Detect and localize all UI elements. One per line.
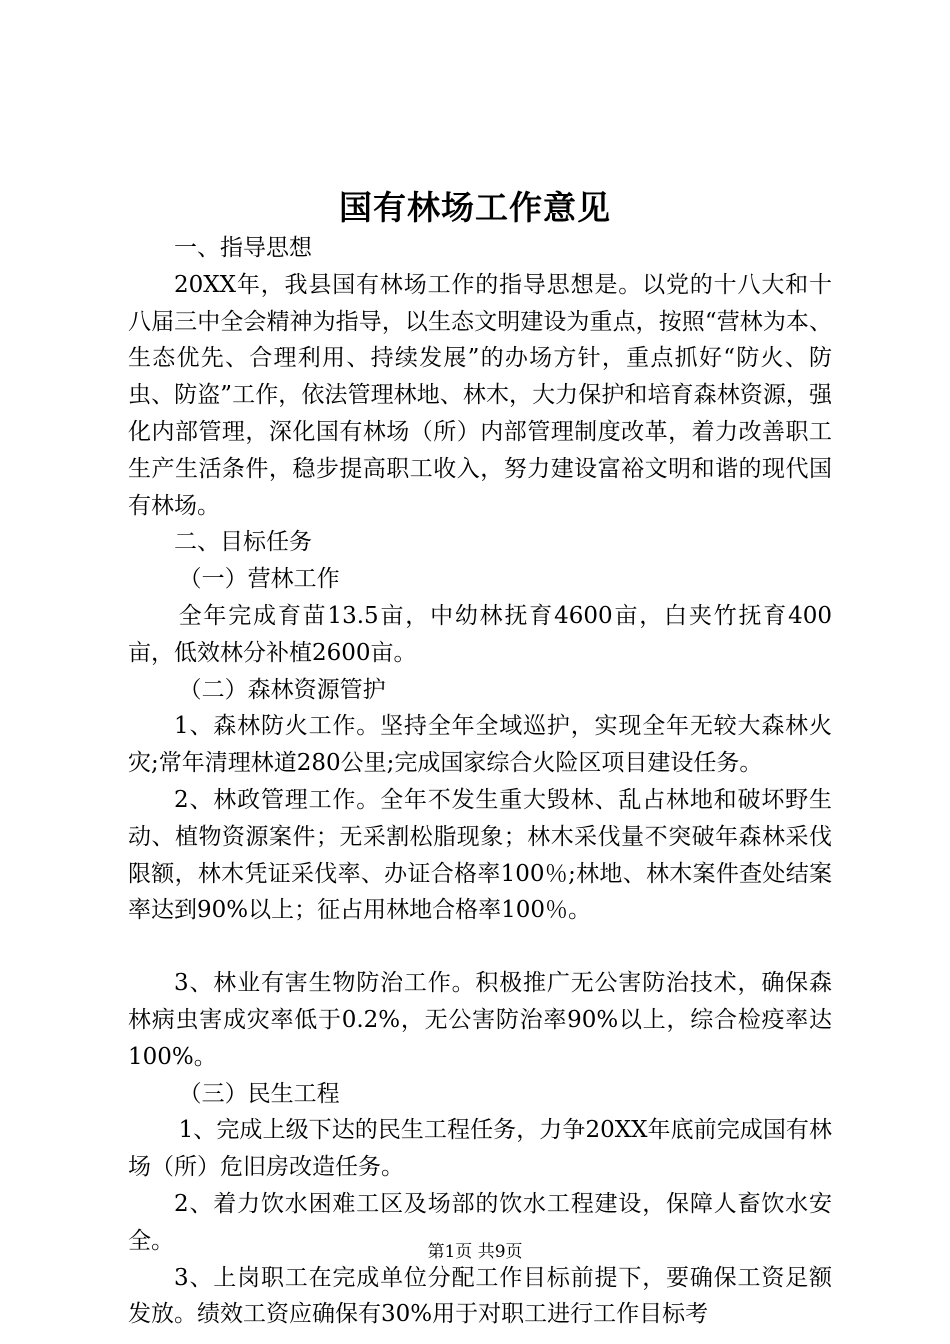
- subsection-heading-livelihood: （三）民生工程: [178, 1080, 340, 1107]
- section-heading-guiding-ideology: 一、指导思想: [174, 235, 312, 261]
- paragraph-livelihood-wages: 3、上岗职工在完成单位分配工作目标前提下，要确保工资足额发放。绩效工资应确保有30%用于对职工进行工作目标考: [128, 1264, 832, 1328]
- subsection-heading-afforestation: （一）营林工作: [178, 566, 340, 593]
- page-title: 国有林场工作意见: [339, 188, 611, 227]
- paragraph-guiding-ideology: 20XX年，我县国有林场工作的指导思想是。以党的十八大和十八届三中全会精神为指导，以生态文明建设为重点，按照“营林为本、生态优先、合理利用、持续发展”的办场方针，重点抓好“防火、防虫、防盗”工作，依法管理林地、林木，大力保护和培育森林资源，强化内部管理，深化国有林场（所）内部管理制度改革，着力改善职工生产生活条件，稳步提高职工收入，努力建设富裕文明和谐的现代国有林场。: [128, 271, 832, 519]
- paragraph-livelihood-water: 2、着力饮水困难工区及场部的饮水工程建设，保障人畜饮水安全。: [128, 1190, 832, 1254]
- paragraph-pest-control: 3、林业有害生物防治工作。积极推广无公害防治技术，确保森林病虫害成灾率低于0.2%，无公害防治率90%以上，综合检疫率达100%。: [128, 970, 832, 1070]
- paragraph-livelihood-housing: 1、完成上级下达的民生工程任务，力争20XX年底前完成国有林场（所）危旧房改造任务。: [128, 1117, 832, 1181]
- paragraph-fire-prevention: 1、森林防火工作。坚持全年全域巡护，实现全年无较大森林火灾;常年清理林道280公里;完成国家综合火险区项目建设任务。: [128, 713, 832, 777]
- section-heading-targets: 二、目标任务: [174, 529, 312, 556]
- page-number-footer: 第1页 共9页: [427, 1242, 523, 1262]
- document-body: [128, 230, 832, 1333]
- subsection-heading-forest-protection: （二）森林资源管护: [178, 676, 386, 703]
- paragraph-forest-administration: 2、林政管理工作。全年不发生重大毁林、乱占林地和破坏野生动、植物资源案件；无采割松脂现象；林木采伐量不突破年森林采伐限额，林木凭证采伐率、办证合格率100％;林地、林木案件查处结案率达到90%以上；征占用林地合格率100％。: [128, 786, 832, 924]
- paragraph-afforestation: 全年完成育苗13.5亩，中幼林抚育4600亩，白夹竹抚育400亩，低效林分补植2600亩。: [128, 602, 832, 666]
